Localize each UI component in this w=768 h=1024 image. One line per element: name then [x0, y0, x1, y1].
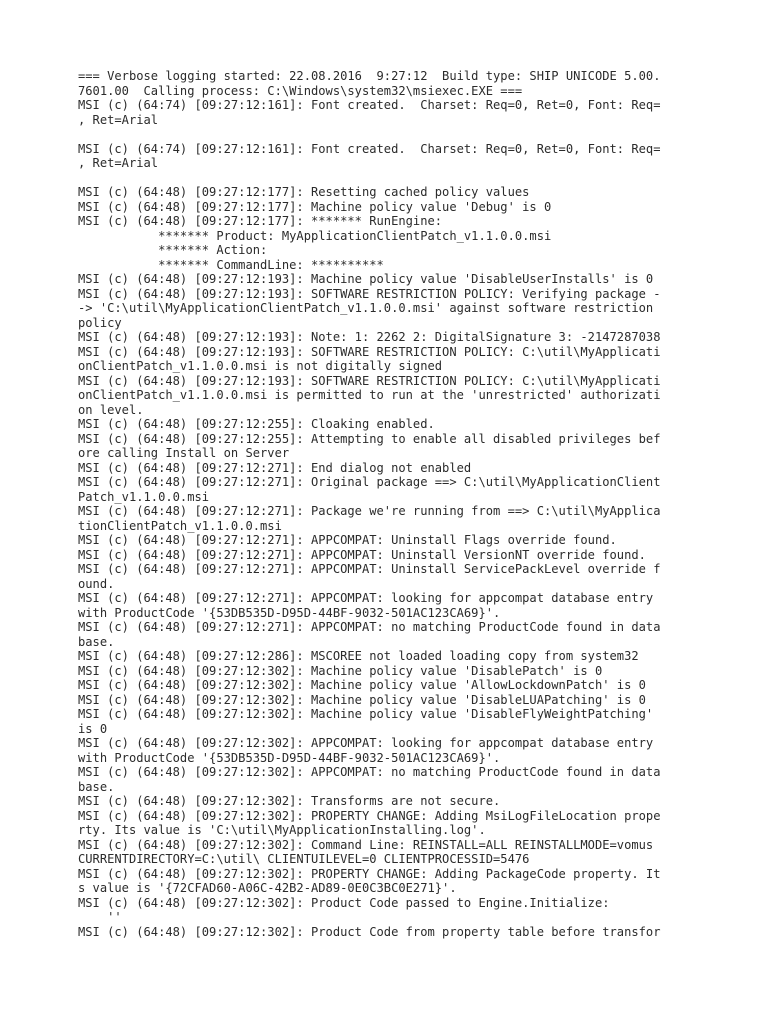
log-line: MSI (c) (64:48) [09:27:12:271]: APPCOMPAT: no matching ProductCode found in data: [78, 620, 661, 634]
log-line: MSI (c) (64:48) [09:27:12:271]: APPCOMPAT: Uninstall VersionNT override found.: [78, 547, 646, 562]
log-line: Patch_v1.1.0.0.msi: [78, 489, 210, 504]
log-line: rty. Its value is 'C:\util\MyApplicationInstalling.log'.: [78, 823, 486, 837]
log-line: '': [78, 910, 122, 924]
log-line: [78, 171, 660, 186]
log-line: MSI (c) (64:48) [09:27:12:271]: APPCOMPAT: looking for appcompat database entry: [78, 591, 654, 605]
log-line: MSI (c) (64:48) [09:27:12:302]: Product Code passed to Engine.Initialize:: [78, 895, 610, 910]
log-line: 7601.00 Calling process: C:\Windows\system32\msiexec.EXE ===: [78, 83, 523, 98]
log-line: MSI (c) (64:48) [09:27:12:255]: Attempting to enable all disabled privileges bef: [78, 431, 661, 446]
log-line: MSI (c) (64:48) [09:27:12:193]: Note: 1: 2262 2: DigitalSignature 3: -2147287038: [78, 330, 661, 344]
log-line: on level.: [78, 402, 144, 417]
log-line: CURRENTDIRECTORY=C:\util\ CLIENTUILEVEL=0 CLIENTPROCESSID=5476: [78, 852, 530, 866]
log-line: MSI (c) (64:74) [09:27:12:161]: Font created. Charset: Req=0, Ret=0, Font: Req=: [78, 141, 661, 156]
log-line: policy: [78, 315, 122, 330]
log-line: MSI (c) (64:48) [09:27:12:302]: PROPERTY CHANGE: Adding MsiLogFileLocation prope: [78, 808, 661, 823]
log-line: tionClientPatch_v1.1.0.0.msi: [78, 518, 282, 533]
log-line: MSI (c) (64:48) [09:27:12:302]: Machine policy value 'DisableFlyWeightPatching': [78, 707, 654, 721]
log-line: MSI (c) (64:48) [09:27:12:271]: End dialog not enabled: [78, 460, 472, 475]
log-line: MSI (c) (64:48) [09:27:12:302]: Product Code from property table before transfor: [78, 924, 661, 939]
log-line: with ProductCode '{53DB535D-D95D-44BF-9032-501AC123CA69}'.: [78, 605, 501, 620]
log-line: === Verbose logging started: 22.08.2016 9:27:12 Build type: SHIP UNICODE 5.00.: [78, 69, 661, 83]
log-line: MSI (c) (64:48) [09:27:12:177]: Machine policy value 'Debug' is 0: [78, 199, 552, 214]
log-line: ound.: [78, 576, 115, 591]
log-line: ore calling Install on Server: [78, 446, 290, 460]
log-line: ******* Action:: [78, 243, 268, 257]
log-line: MSI (c) (64:48) [09:27:12:302]: Machine policy value 'DisablePatch' is 0: [78, 663, 603, 678]
log-line: MSI (c) (64:48) [09:27:12:271]: APPCOMPAT: Uninstall Flags override found.: [78, 533, 617, 547]
log-line: is 0: [78, 721, 108, 736]
log-line: ******* Product: MyApplicationClientPatch_v1.1.0.0.msi: [78, 228, 552, 243]
log-line: MSI (c) (64:48) [09:27:12:271]: Original package ==> C:\util\MyApplicationClient: [78, 475, 661, 489]
log-line: with ProductCode '{53DB535D-D95D-44BF-9032-501AC123CA69}'.: [78, 750, 501, 765]
log-line: ******* CommandLine: **********: [78, 257, 384, 272]
log-line: MSI (c) (64:48) [09:27:12:255]: Cloaking enabled.: [78, 417, 435, 431]
log-line: MSI (c) (64:48) [09:27:12:286]: MSCOREE not loaded loading copy from system32: [78, 649, 639, 663]
log-line: base.: [78, 779, 115, 794]
log-line: MSI (c) (64:48) [09:27:12:193]: SOFTWARE RESTRICTION POLICY: C:\util\MyApplicati: [78, 344, 661, 359]
log-line: MSI (c) (64:48) [09:27:12:193]: SOFTWARE RESTRICTION POLICY: Verifying package -: [78, 286, 661, 301]
log-line: MSI (c) (64:48) [09:27:12:177]: ******* RunEngine:: [78, 214, 443, 228]
log-line: MSI (c) (64:48) [09:27:12:271]: APPCOMPAT: Uninstall ServicePackLevel override f: [78, 562, 661, 576]
log-line: -> 'C:\util\MyApplicationClientPatch_v1.1.0.0.msi' against software restriction: [78, 301, 654, 315]
log-line: MSI (c) (64:48) [09:27:12:271]: Package we're running from ==> C:\util\MyApplica: [78, 504, 661, 518]
log-line: MSI (c) (64:48) [09:27:12:302]: Machine policy value 'AllowLockdownPatch' is 0: [78, 678, 646, 692]
log-line: MSI (c) (64:48) [09:27:12:302]: APPCOMPAT: no matching ProductCode found in data: [78, 765, 661, 779]
log-line: [78, 127, 660, 142]
log-line: MSI (c) (64:48) [09:27:12:302]: Command Line: REINSTALL=ALL REINSTALLMODE=vomus: [78, 837, 654, 852]
log-line: MSI (c) (64:48) [09:27:12:302]: Transforms are not secure.: [78, 794, 501, 808]
log-line: MSI (c) (64:48) [09:27:12:193]: SOFTWARE RESTRICTION POLICY: C:\util\MyApplicati: [78, 373, 661, 388]
log-line: onClientPatch_v1.1.0.0.msi is permitted to run at the 'unrestricted' authorizati: [78, 388, 661, 402]
log-line: , Ret=Arial: [78, 156, 159, 170]
log-line: MSI (c) (64:48) [09:27:12:302]: PROPERTY CHANGE: Adding PackageCode property. It: [78, 866, 661, 881]
log-line: MSI (c) (64:48) [09:27:12:177]: Resetting cached policy values: [78, 185, 530, 199]
log-line: MSI (c) (64:74) [09:27:12:161]: Font created. Charset: Req=0, Ret=0, Font: Req=: [78, 98, 661, 112]
log-text: [78, 69, 660, 939]
log-line: s value is '{72CFAD60-A06C-42B2-AD89-0E0C3BC0E271}'.: [78, 881, 457, 895]
log-line: base.: [78, 634, 115, 649]
log-line: MSI (c) (64:48) [09:27:12:302]: APPCOMPAT: looking for appcompat database entry: [78, 736, 654, 750]
log-line: onClientPatch_v1.1.0.0.msi is not digitally signed: [78, 359, 443, 373]
log-line: MSI (c) (64:48) [09:27:12:302]: Machine policy value 'DisableLUAPatching' is 0: [78, 692, 646, 707]
log-line: MSI (c) (64:48) [09:27:12:193]: Machine policy value 'DisableUserInstalls' is 0: [78, 272, 654, 286]
log-line: , Ret=Arial: [78, 112, 159, 127]
